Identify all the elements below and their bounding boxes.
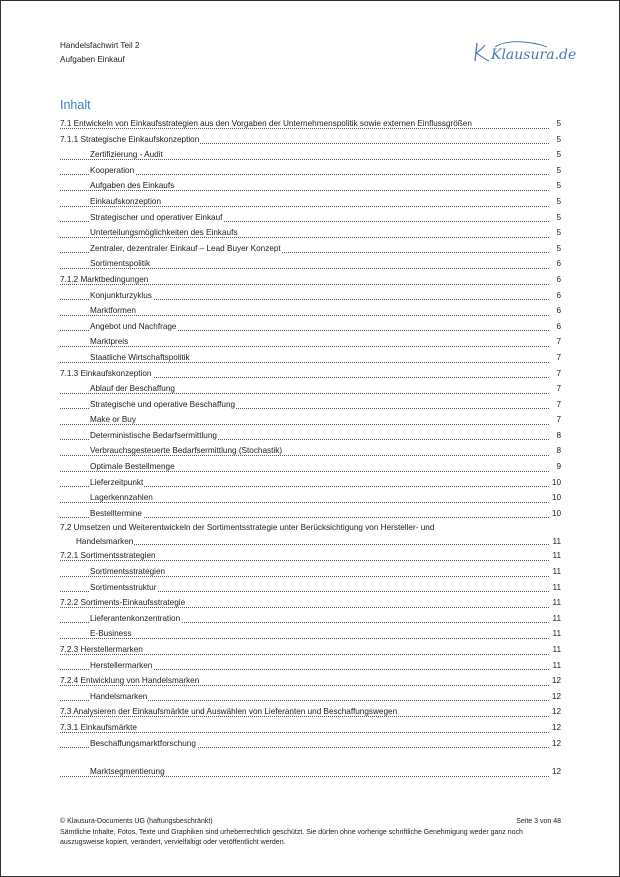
toc-entry[interactable] bbox=[60, 116, 561, 132]
toc-dot-leader bbox=[60, 346, 549, 347]
toc-entry-page: 6 bbox=[554, 288, 561, 304]
toc-entry-title: E-Business bbox=[90, 629, 132, 639]
toc-entry-page: 11 bbox=[551, 580, 562, 596]
toc-entry-page: 12 bbox=[550, 764, 561, 780]
toc-entry-page: 12 bbox=[550, 704, 561, 720]
table-of-contents bbox=[60, 116, 561, 780]
toc-entry-title: Lieferantenkonzentration bbox=[90, 613, 181, 623]
toc-entry-title: 7.3.1 Einkaufsmärkte bbox=[60, 722, 137, 732]
toc-entry-title: Make or Buy bbox=[90, 415, 136, 425]
toc-entry[interactable] bbox=[60, 580, 561, 596]
toc-entry-page: 5 bbox=[554, 178, 561, 194]
page-header bbox=[60, 39, 140, 67]
toc-entry-title: Deterministische Bedarfsermittlung bbox=[90, 430, 217, 440]
toc-entry[interactable] bbox=[60, 272, 561, 288]
toc-entry[interactable] bbox=[60, 334, 561, 350]
toc-heading: Inhalt bbox=[60, 98, 91, 112]
toc-entry-page: 10 bbox=[550, 475, 561, 491]
toc-entry-title: 7.1.3 Einkaufskonzeption bbox=[60, 368, 152, 378]
logo-wordmark: Klausura.de bbox=[491, 47, 576, 63]
toc-entry-title: Angebot und Nachfrage bbox=[90, 321, 177, 331]
footer-copyright: © Klausura-Documents UG (haftungsbeschränkt) bbox=[60, 818, 213, 825]
toc-entry[interactable] bbox=[60, 564, 561, 580]
toc-entry[interactable] bbox=[60, 506, 561, 522]
toc-entry-page: 6 bbox=[554, 272, 561, 288]
toc-entry-page: 5 bbox=[554, 116, 561, 132]
toc-entry-page: 11 bbox=[551, 535, 562, 549]
toc-entry-page: 5 bbox=[554, 132, 561, 148]
toc-entry-title: Strategischer und operativer Einkauf bbox=[90, 212, 223, 222]
footer-copyright-notice: Sämtliche Inhalte, Fotos, Texte und Graphiken sind urheberrechtlich geschützt. Sie dürfen ohne vorherige schriftliche Genehmigung weder ganz noch auszugsweise kopiert, verändert, vervielfältigt oder veröffentlicht werden. bbox=[60, 829, 523, 846]
toc-entry-title: Staatliche Wirtschaftspolitik bbox=[90, 352, 190, 362]
toc-entry-title: Marktpreis bbox=[90, 337, 129, 347]
toc-entry-title: 7.1.1 Strategische Einkaufskonzeption bbox=[60, 134, 200, 144]
toc-entry[interactable] bbox=[60, 611, 561, 627]
toc-entry-title: 7.2.2 Sortiments-Einkaufsstrategie bbox=[60, 598, 186, 608]
toc-entry-title: Marktsegmentierung bbox=[90, 767, 165, 777]
toc-entry-page: 7 bbox=[554, 381, 561, 397]
toc-entry-title: Sortimentsstruktur bbox=[90, 582, 157, 592]
toc-entry[interactable] bbox=[60, 147, 561, 163]
toc-dot-leader bbox=[60, 190, 549, 191]
toc-entry-page: 10 bbox=[550, 506, 561, 522]
toc-entry-page: 6 bbox=[554, 319, 561, 335]
toc-entry-page: 12 bbox=[550, 673, 561, 689]
toc-entry-page: 7 bbox=[554, 350, 561, 366]
toc-entry[interactable] bbox=[60, 490, 561, 506]
toc-entry[interactable] bbox=[60, 194, 561, 210]
toc-entry-title: Sortimentsstrategien bbox=[90, 567, 166, 577]
toc-entry-page: 8 bbox=[554, 428, 561, 444]
klausura-logo-graphic bbox=[471, 37, 576, 67]
toc-entry[interactable] bbox=[60, 132, 561, 148]
toc-entry-page: 11 bbox=[551, 611, 562, 627]
toc-entry-page: 7 bbox=[554, 334, 561, 350]
toc-entry[interactable] bbox=[60, 548, 561, 564]
toc-entry-title: 7.1 Entwickeln von Einkaufsstrategien aus den Vorgaben der Unternehmenspolitik sowie externen Einflussgrößen bbox=[60, 119, 472, 128]
toc-entry-page: 11 bbox=[551, 595, 562, 611]
toc-entry[interactable] bbox=[60, 288, 561, 304]
toc-entry[interactable] bbox=[60, 521, 561, 548]
toc-dot-leader bbox=[60, 268, 549, 269]
toc-entry[interactable] bbox=[60, 366, 561, 382]
toc-entry-page: 5 bbox=[554, 147, 561, 163]
toc-entry-title: Marktformen bbox=[90, 306, 136, 316]
toc-entry[interactable] bbox=[60, 381, 561, 397]
toc-entry[interactable] bbox=[60, 210, 561, 226]
toc-entry-page: 5 bbox=[554, 163, 561, 179]
toc-entry-page: 11 bbox=[551, 658, 562, 674]
toc-entry-title: 7.2.1 Sortimentsstrategien bbox=[60, 551, 156, 561]
toc-entry-page: 7 bbox=[554, 366, 561, 382]
toc-entry[interactable] bbox=[60, 428, 561, 444]
toc-entry[interactable] bbox=[60, 673, 561, 689]
toc-entry-title: Optimale Bestellmenge bbox=[90, 462, 175, 472]
toc-entry-title: Bestelltermine bbox=[90, 508, 142, 518]
toc-dot-leader bbox=[60, 560, 549, 561]
toc-entry[interactable] bbox=[60, 303, 561, 319]
toc-entry-page: 11 bbox=[551, 642, 562, 658]
toc-entry[interactable] bbox=[60, 443, 561, 459]
toc-entry-title: Lieferzeitpunkt bbox=[90, 477, 144, 487]
toc-entry[interactable] bbox=[60, 163, 561, 179]
toc-entry[interactable] bbox=[60, 626, 561, 642]
toc-entry[interactable] bbox=[60, 642, 561, 658]
toc-dot-leader bbox=[60, 424, 549, 425]
toc-entry[interactable] bbox=[60, 256, 561, 272]
toc-entry[interactable] bbox=[60, 764, 561, 780]
toc-entry[interactable] bbox=[60, 397, 561, 413]
toc-entry-title: Herstellermarken bbox=[90, 660, 153, 670]
footer-page-number: Seite 3 von 48 bbox=[516, 818, 561, 825]
toc-entry-page: 10 bbox=[550, 490, 561, 506]
toc-entry-title: 7.2.4 Entwicklung von Handelsmarken bbox=[60, 676, 200, 686]
toc-entry-page: 5 bbox=[554, 210, 561, 226]
toc-entry-title: Verbrauchsgesteuerte Bedarfsermittlung (Stochastik) bbox=[90, 446, 283, 456]
toc-dot-leader bbox=[60, 455, 549, 456]
toc-entry-page: 11 bbox=[551, 564, 562, 580]
toc-entry-title: Zentraler, dezentraler Einkauf – Lead Buyer Konzept bbox=[90, 243, 281, 253]
toc-entry-title: Unterteilungsmöglichkeiten des Einkaufs bbox=[90, 228, 238, 238]
toc-entry[interactable] bbox=[60, 658, 561, 674]
header-course-title: Handelsfachwirt Teil 2 bbox=[60, 41, 140, 50]
toc-entry[interactable] bbox=[60, 350, 561, 366]
toc-entry-page: 5 bbox=[554, 241, 561, 257]
toc-entry[interactable] bbox=[60, 736, 561, 752]
toc-entry-title: Strategische und operative Beschaffung bbox=[90, 399, 236, 409]
toc-entry-title: Einkaufskonzeption bbox=[90, 196, 162, 206]
toc-entry-title: 7.1.2 Marktbedingungen bbox=[60, 274, 149, 284]
toc-dot-leader bbox=[60, 638, 549, 639]
toc-entry[interactable] bbox=[60, 241, 561, 257]
toc-entry-page: 5 bbox=[554, 225, 561, 241]
toc-entry-title: Sortimentspolitik bbox=[90, 259, 151, 269]
toc-entry[interactable] bbox=[60, 225, 561, 241]
toc-entry-title: Handelsmarken bbox=[90, 691, 148, 701]
klausura-logo bbox=[471, 37, 576, 67]
toc-entry-page: 7 bbox=[554, 397, 561, 413]
toc-entry-page: 8 bbox=[554, 443, 561, 459]
header-subtitle: Aufgaben Einkauf bbox=[60, 55, 125, 64]
toc-entry[interactable] bbox=[60, 475, 561, 491]
toc-entry-title: Kooperation bbox=[90, 165, 135, 175]
toc-entry-title: 7.2.3 Herstellermarken bbox=[60, 645, 143, 654]
toc-entry-title: Zertifizierung - Audit bbox=[90, 150, 163, 160]
toc-entry[interactable] bbox=[60, 319, 561, 335]
toc-entry-page: 12 bbox=[550, 689, 561, 705]
toc-entry-title: 7.2 Umsetzen und Weiterentwickeln der Sortimentsstrategie unter Berücksichtigung von Hersteller- und Handelsmarken bbox=[60, 523, 435, 546]
toc-entry-title: Aufgaben des Einkaufs bbox=[90, 181, 175, 191]
toc-entry-page: 12 bbox=[550, 736, 561, 752]
toc-entry-page: 7 bbox=[554, 412, 561, 428]
toc-entry[interactable] bbox=[60, 412, 561, 428]
toc-entry-title: Lagerkennzahlen bbox=[90, 493, 153, 503]
toc-entry-title: Konjunkturzyklus bbox=[90, 290, 152, 300]
toc-entry[interactable] bbox=[60, 704, 561, 720]
toc-entry-page: 6 bbox=[554, 303, 561, 319]
toc-entry[interactable] bbox=[60, 178, 561, 194]
toc-entry-page: 5 bbox=[554, 194, 561, 210]
toc-dot-leader bbox=[60, 716, 549, 717]
toc-entry[interactable] bbox=[60, 689, 561, 705]
toc-entry-page: 11 bbox=[551, 548, 562, 564]
toc-entry-page: 6 bbox=[554, 256, 561, 272]
toc-entry-page: 12 bbox=[550, 720, 561, 736]
toc-entry-title: Ablauf der Beschaffung bbox=[90, 384, 175, 394]
toc-entry[interactable] bbox=[60, 720, 561, 736]
toc-entry[interactable] bbox=[60, 595, 561, 611]
toc-entry[interactable] bbox=[60, 459, 561, 475]
toc-entry-page: 9 bbox=[554, 459, 561, 475]
toc-entry-title: Beschaffungsmarktforschung bbox=[90, 738, 196, 748]
toc-entry-page: 11 bbox=[551, 626, 562, 642]
toc-entry-title: 7.3 Analysieren der Einkaufsmärkte und Auswählen von Lieferanten und Beschaffungswegen bbox=[60, 707, 398, 717]
page-footer bbox=[60, 817, 561, 847]
